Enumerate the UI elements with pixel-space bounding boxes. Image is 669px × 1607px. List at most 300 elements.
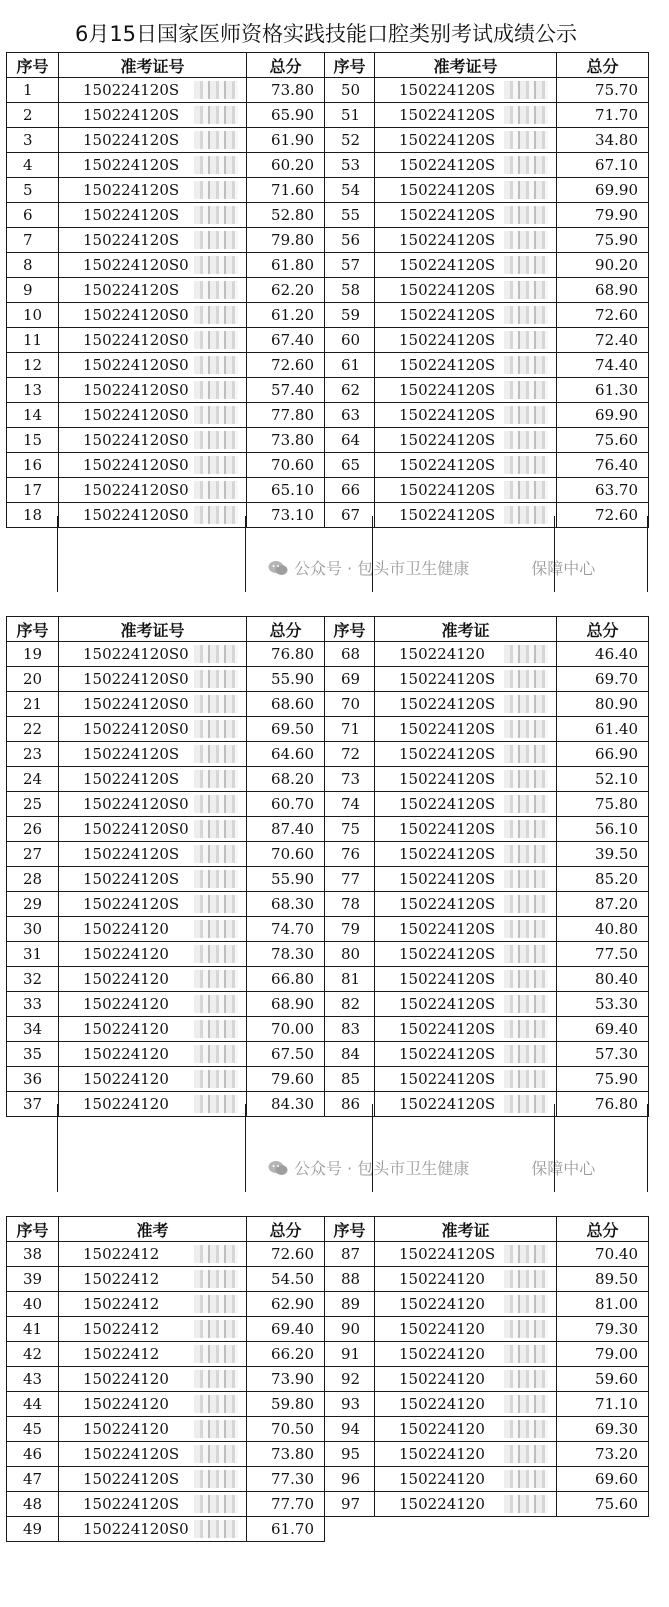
score-cell: 79.00 [557, 1342, 649, 1367]
seq-cell: 58 [325, 278, 375, 303]
exam-id-cell: 150224120S [375, 378, 557, 403]
seq-cell: 43 [7, 1367, 59, 1392]
seq-cell: 18 [7, 503, 59, 528]
redaction-mosaic [504, 381, 548, 399]
seq-cell [325, 1517, 375, 1542]
redaction-mosaic [194, 1320, 238, 1338]
redaction-mosaic [194, 1295, 238, 1313]
seq-cell: 9 [7, 278, 59, 303]
exam-id-cell: 150224120S [375, 403, 557, 428]
score-cell: 66.80 [247, 967, 325, 992]
seq-cell: 7 [7, 228, 59, 253]
seq-cell: 14 [7, 403, 59, 428]
score-cell: 67.50 [247, 1042, 325, 1067]
exam-id-cell [375, 1517, 557, 1542]
redaction-mosaic [504, 156, 548, 174]
redaction-mosaic [194, 156, 238, 174]
table-row [7, 1292, 649, 1317]
exam-id-cell: 150224120 [375, 1267, 557, 1292]
table-header-row [7, 53, 649, 78]
seq-cell: 94 [325, 1417, 375, 1442]
score-table-3 [6, 1216, 648, 1542]
redaction-mosaic [504, 1495, 548, 1513]
table-row [7, 892, 649, 917]
seq-cell: 85 [325, 1067, 375, 1092]
grid-line [372, 516, 373, 592]
exam-id-cell: 150224120S [59, 128, 247, 153]
score-cell: 66.20 [247, 1342, 325, 1367]
score-cell: 75.70 [557, 78, 649, 103]
seq-cell: 67 [325, 503, 375, 528]
redaction-mosaic [504, 481, 548, 499]
score-cell: 73.10 [247, 503, 325, 528]
exam-id-cell: 150224120S [375, 328, 557, 353]
grid-line [57, 1104, 58, 1192]
exam-id-cell: 150224120S0 [59, 478, 247, 503]
redaction-mosaic [194, 795, 238, 813]
grid-line [647, 1104, 648, 1192]
score-cell: 68.90 [247, 992, 325, 1017]
exam-id-cell: 150224120S0 [59, 792, 247, 817]
exam-id-cell: 150224120S [59, 867, 247, 892]
score-cell: 46.40 [557, 642, 649, 667]
grid-line [554, 1104, 555, 1192]
table-row [7, 642, 649, 667]
watermark-tail: 保障中心 [531, 559, 596, 578]
redaction-mosaic [504, 970, 548, 988]
seq-cell: 25 [7, 792, 59, 817]
redaction-mosaic [504, 1445, 548, 1463]
header-id: 准考证号 [59, 53, 247, 78]
score-cell: 75.60 [557, 1492, 649, 1517]
redaction-mosaic [504, 1395, 548, 1413]
redaction-mosaic [504, 920, 548, 938]
redaction-mosaic [194, 1045, 238, 1063]
redaction-mosaic [194, 331, 238, 349]
watermark-tail: 保障中心 [531, 1159, 596, 1178]
seq-cell: 37 [7, 1092, 59, 1117]
seq-cell: 97 [325, 1492, 375, 1517]
redaction-mosaic [194, 381, 238, 399]
score-cell: 61.70 [247, 1517, 325, 1542]
score-cell: 75.80 [557, 792, 649, 817]
exam-id-cell: 150224120 [59, 992, 247, 1017]
seq-cell: 11 [7, 328, 59, 353]
table-row [7, 1392, 649, 1417]
exam-id-cell: 150224120S [375, 967, 557, 992]
seq-cell: 24 [7, 767, 59, 792]
exam-id-cell: 150224120S0 [59, 353, 247, 378]
score-cell: 84.30 [247, 1092, 325, 1117]
header-seq: 序号 [325, 1217, 375, 1242]
seq-cell: 20 [7, 667, 59, 692]
score-cell: 65.90 [247, 103, 325, 128]
seq-cell: 31 [7, 942, 59, 967]
exam-id-cell: 150224120S0 [59, 378, 247, 403]
table-row [7, 1492, 649, 1517]
seq-cell: 53 [325, 153, 375, 178]
exam-id-cell: 150224120S [375, 1242, 557, 1267]
seq-cell: 3 [7, 128, 59, 153]
exam-id-cell: 15022412 [59, 1242, 247, 1267]
redaction-mosaic [504, 695, 548, 713]
exam-id-cell: 150224120 [59, 967, 247, 992]
redaction-mosaic [194, 356, 238, 374]
table-row [7, 153, 649, 178]
seq-cell: 48 [7, 1492, 59, 1517]
seq-cell: 72 [325, 742, 375, 767]
table-row [7, 503, 649, 528]
score-cell: 75.90 [557, 1067, 649, 1092]
seq-cell: 74 [325, 792, 375, 817]
exam-id-cell: 150224120S [375, 1042, 557, 1067]
seq-cell: 22 [7, 717, 59, 742]
score-cell: 71.60 [247, 178, 325, 203]
exam-id-cell: 150224120S [59, 203, 247, 228]
score-cell: 70.00 [247, 1017, 325, 1042]
exam-id-cell: 150224120S [59, 153, 247, 178]
score-cell: 79.60 [247, 1067, 325, 1092]
grid-line [57, 516, 58, 592]
redaction-mosaic [504, 795, 548, 813]
score-cell: 40.80 [557, 917, 649, 942]
header-seq: 序号 [7, 1217, 59, 1242]
exam-id-cell: 150224120S0 [59, 667, 247, 692]
score-cell: 72.40 [557, 328, 649, 353]
score-cell: 69.30 [557, 1417, 649, 1442]
redaction-mosaic [194, 1095, 238, 1113]
redaction-mosaic [194, 1345, 238, 1363]
score-cell: 55.90 [247, 867, 325, 892]
exam-id-cell: 150224120 [59, 942, 247, 967]
redaction-mosaic [504, 1370, 548, 1388]
seq-cell: 55 [325, 203, 375, 228]
redaction-mosaic [504, 845, 548, 863]
table-row [7, 78, 649, 103]
exam-id-cell: 150224120S [59, 228, 247, 253]
grid-line [554, 516, 555, 592]
seq-cell: 91 [325, 1342, 375, 1367]
score-cell: 81.00 [557, 1292, 649, 1317]
exam-id-cell: 150224120S [375, 1092, 557, 1117]
table-row [7, 1342, 649, 1367]
redaction-mosaic [504, 456, 548, 474]
seq-cell: 70 [325, 692, 375, 717]
score-cell: 62.20 [247, 278, 325, 303]
exam-id-cell: 150224120S [375, 503, 557, 528]
redaction-mosaic [194, 920, 238, 938]
seq-cell: 79 [325, 917, 375, 942]
exam-id-cell: 150224120 [375, 1367, 557, 1392]
exam-id-cell: 150224120S0 [59, 328, 247, 353]
score-cell: 69.60 [557, 1467, 649, 1492]
score-cell: 71.10 [557, 1392, 649, 1417]
redaction-mosaic [504, 1020, 548, 1038]
exam-id-cell: 150224120S [375, 692, 557, 717]
redaction-mosaic [504, 281, 548, 299]
seq-cell: 69 [325, 667, 375, 692]
seq-cell: 84 [325, 1042, 375, 1067]
exam-id-cell: 150224120 [59, 1367, 247, 1392]
seq-cell: 89 [325, 1292, 375, 1317]
score-cell: 54.50 [247, 1267, 325, 1292]
exam-id-cell: 150224120S [59, 103, 247, 128]
redaction-mosaic [194, 670, 238, 688]
redaction-mosaic [504, 431, 548, 449]
exam-id-cell: 150224120S [375, 667, 557, 692]
seq-cell: 71 [325, 717, 375, 742]
table-row [7, 767, 649, 792]
seq-cell: 36 [7, 1067, 59, 1092]
seq-cell: 75 [325, 817, 375, 842]
score-cell: 73.20 [557, 1442, 649, 1467]
seq-cell: 10 [7, 303, 59, 328]
seq-cell: 38 [7, 1242, 59, 1267]
seq-cell: 39 [7, 1267, 59, 1292]
exam-id-cell: 150224120 [375, 642, 557, 667]
redaction-mosaic [504, 331, 548, 349]
score-cell: 59.80 [247, 1392, 325, 1417]
exam-id-cell: 150224120 [375, 1492, 557, 1517]
header-seq: 序号 [7, 53, 59, 78]
redaction-mosaic [504, 945, 548, 963]
exam-id-cell: 150224120S [375, 428, 557, 453]
redaction-mosaic [504, 106, 548, 124]
score-cell: 73.80 [247, 1442, 325, 1467]
exam-id-cell: 150224120S0 [59, 303, 247, 328]
score-cell: 70.60 [247, 453, 325, 478]
table-row [7, 178, 649, 203]
score-cell [557, 1517, 649, 1542]
redaction-mosaic [194, 695, 238, 713]
table-row [7, 303, 649, 328]
seq-cell: 65 [325, 453, 375, 478]
exam-id-cell: 150224120S [375, 303, 557, 328]
seq-cell: 54 [325, 178, 375, 203]
table-row [7, 1242, 649, 1267]
score-cell: 68.90 [557, 278, 649, 303]
seq-cell: 32 [7, 967, 59, 992]
exam-id-cell: 150224120S [59, 842, 247, 867]
redaction-mosaic [194, 456, 238, 474]
seq-cell: 73 [325, 767, 375, 792]
seq-cell: 45 [7, 1417, 59, 1442]
score-cell: 69.50 [247, 717, 325, 742]
redaction-mosaic [504, 231, 548, 249]
exam-id-cell: 150224120S0 [59, 453, 247, 478]
exam-id-cell: 150224120S [59, 892, 247, 917]
table-row [7, 667, 649, 692]
seq-cell: 28 [7, 867, 59, 892]
exam-id-cell: 150224120S [375, 453, 557, 478]
redaction-mosaic [194, 281, 238, 299]
seq-cell: 77 [325, 867, 375, 892]
score-cell: 77.70 [247, 1492, 325, 1517]
seq-cell: 17 [7, 478, 59, 503]
score-cell: 69.90 [557, 403, 649, 428]
redaction-mosaic [504, 895, 548, 913]
score-cell: 77.50 [557, 942, 649, 967]
seq-cell: 26 [7, 817, 59, 842]
seq-cell: 81 [325, 967, 375, 992]
seq-cell: 15 [7, 428, 59, 453]
exam-id-cell: 150224120 [375, 1417, 557, 1442]
score-cell: 39.50 [557, 842, 649, 867]
seq-cell: 8 [7, 253, 59, 278]
seq-cell: 46 [7, 1442, 59, 1467]
table-row [7, 453, 649, 478]
exam-id-cell: 150224120 [375, 1467, 557, 1492]
seq-cell: 27 [7, 842, 59, 867]
exam-id-cell: 150224120 [59, 1067, 247, 1092]
table-row [7, 478, 649, 503]
seq-cell: 66 [325, 478, 375, 503]
score-cell: 65.10 [247, 478, 325, 503]
score-cell: 52.10 [557, 767, 649, 792]
header-score: 总分 [557, 617, 649, 642]
redaction-mosaic [504, 256, 548, 274]
seq-cell: 44 [7, 1392, 59, 1417]
seq-cell: 93 [325, 1392, 375, 1417]
exam-id-cell: 150224120S0 [59, 503, 247, 528]
score-cell: 61.20 [247, 303, 325, 328]
score-cell: 79.90 [557, 203, 649, 228]
redaction-mosaic [194, 206, 238, 224]
score-cell: 52.80 [247, 203, 325, 228]
table-row [7, 1317, 649, 1342]
score-cell: 74.40 [557, 353, 649, 378]
redaction-mosaic [194, 1070, 238, 1088]
table-row [7, 353, 649, 378]
score-cell: 71.70 [557, 103, 649, 128]
exam-id-cell: 150224120S [375, 817, 557, 842]
wechat-icon [268, 1160, 288, 1176]
table-row [7, 842, 649, 867]
table-row [7, 128, 649, 153]
table-row [7, 1367, 649, 1392]
table-row [7, 1067, 649, 1092]
score-cell: 75.90 [557, 228, 649, 253]
exam-id-cell: 150224120S [375, 767, 557, 792]
exam-id-cell: 15022412 [59, 1317, 247, 1342]
table-row [7, 817, 649, 842]
grid-line [245, 1104, 246, 1192]
table-row [7, 253, 649, 278]
score-cell: 61.90 [247, 128, 325, 153]
exam-id-cell: 150224120S [375, 278, 557, 303]
grid-line [372, 1104, 373, 1192]
score-table-1 [6, 52, 648, 528]
score-cell: 69.40 [247, 1317, 325, 1342]
redaction-mosaic [504, 131, 548, 149]
seq-cell: 64 [325, 428, 375, 453]
exam-id-cell: 150224120S [375, 353, 557, 378]
header-id: 准考证 [375, 1217, 557, 1242]
redaction-mosaic [504, 870, 548, 888]
exam-id-cell: 150224120S [375, 103, 557, 128]
table-row [7, 103, 649, 128]
seq-cell: 35 [7, 1042, 59, 1067]
score-cell: 68.20 [247, 767, 325, 792]
score-cell: 69.90 [557, 178, 649, 203]
seq-cell: 41 [7, 1317, 59, 1342]
wechat-icon [268, 560, 288, 576]
redaction-mosaic [504, 1320, 548, 1338]
seq-cell: 88 [325, 1267, 375, 1292]
exam-id-cell: 150224120 [59, 1017, 247, 1042]
table-row [7, 867, 649, 892]
redaction-mosaic [194, 1270, 238, 1288]
seq-cell: 78 [325, 892, 375, 917]
exam-id-cell: 150224120 [375, 1292, 557, 1317]
watermark [268, 556, 595, 579]
redaction-mosaic [194, 770, 238, 788]
seq-cell: 80 [325, 942, 375, 967]
score-cell: 66.90 [557, 742, 649, 767]
exam-id-cell: 150224120S [375, 228, 557, 253]
redaction-mosaic [504, 506, 548, 524]
seq-cell: 29 [7, 892, 59, 917]
redaction-mosaic [194, 845, 238, 863]
table-row [7, 967, 649, 992]
exam-id-cell: 150224120 [375, 1342, 557, 1367]
exam-id-cell: 150224120 [59, 1092, 247, 1117]
seq-cell: 47 [7, 1467, 59, 1492]
exam-id-cell: 150224120 [375, 1392, 557, 1417]
score-cell: 59.60 [557, 1367, 649, 1392]
score-cell: 77.80 [247, 403, 325, 428]
redaction-mosaic [504, 1470, 548, 1488]
header-score: 总分 [247, 1217, 325, 1242]
score-cell: 56.10 [557, 817, 649, 842]
seq-cell: 62 [325, 378, 375, 403]
seq-cell: 56 [325, 228, 375, 253]
table-row [7, 792, 649, 817]
redaction-mosaic [194, 1445, 238, 1463]
seq-cell: 6 [7, 203, 59, 228]
exam-id-cell: 150224120S [375, 717, 557, 742]
redaction-mosaic [194, 1520, 238, 1538]
exam-id-cell: 150224120S [59, 178, 247, 203]
table-row [7, 1017, 649, 1042]
table-row [7, 992, 649, 1017]
grid-line [647, 516, 648, 592]
score-cell: 68.30 [247, 892, 325, 917]
header-id: 准考证号 [375, 53, 557, 78]
table-row [7, 1467, 649, 1492]
score-cell: 72.60 [557, 303, 649, 328]
seq-cell: 19 [7, 642, 59, 667]
score-cell: 64.60 [247, 742, 325, 767]
table-row [7, 692, 649, 717]
seq-cell: 50 [325, 78, 375, 103]
redaction-mosaic [194, 1245, 238, 1263]
exam-id-cell: 150224120S [375, 478, 557, 503]
exam-id-cell: 150224120S [59, 1492, 247, 1517]
redaction-mosaic [194, 181, 238, 199]
exam-id-cell: 150224120S0 [59, 1517, 247, 1542]
exam-id-cell: 150224120S [59, 1467, 247, 1492]
seq-cell: 60 [325, 328, 375, 353]
exam-id-cell: 150224120 [59, 1417, 247, 1442]
redaction-mosaic [504, 670, 548, 688]
exam-id-cell: 150224120S [375, 992, 557, 1017]
exam-id-cell: 150224120S [375, 78, 557, 103]
exam-id-cell: 150224120 [375, 1442, 557, 1467]
score-cell: 73.80 [247, 78, 325, 103]
seq-cell: 96 [325, 1467, 375, 1492]
seq-cell: 49 [7, 1517, 59, 1542]
